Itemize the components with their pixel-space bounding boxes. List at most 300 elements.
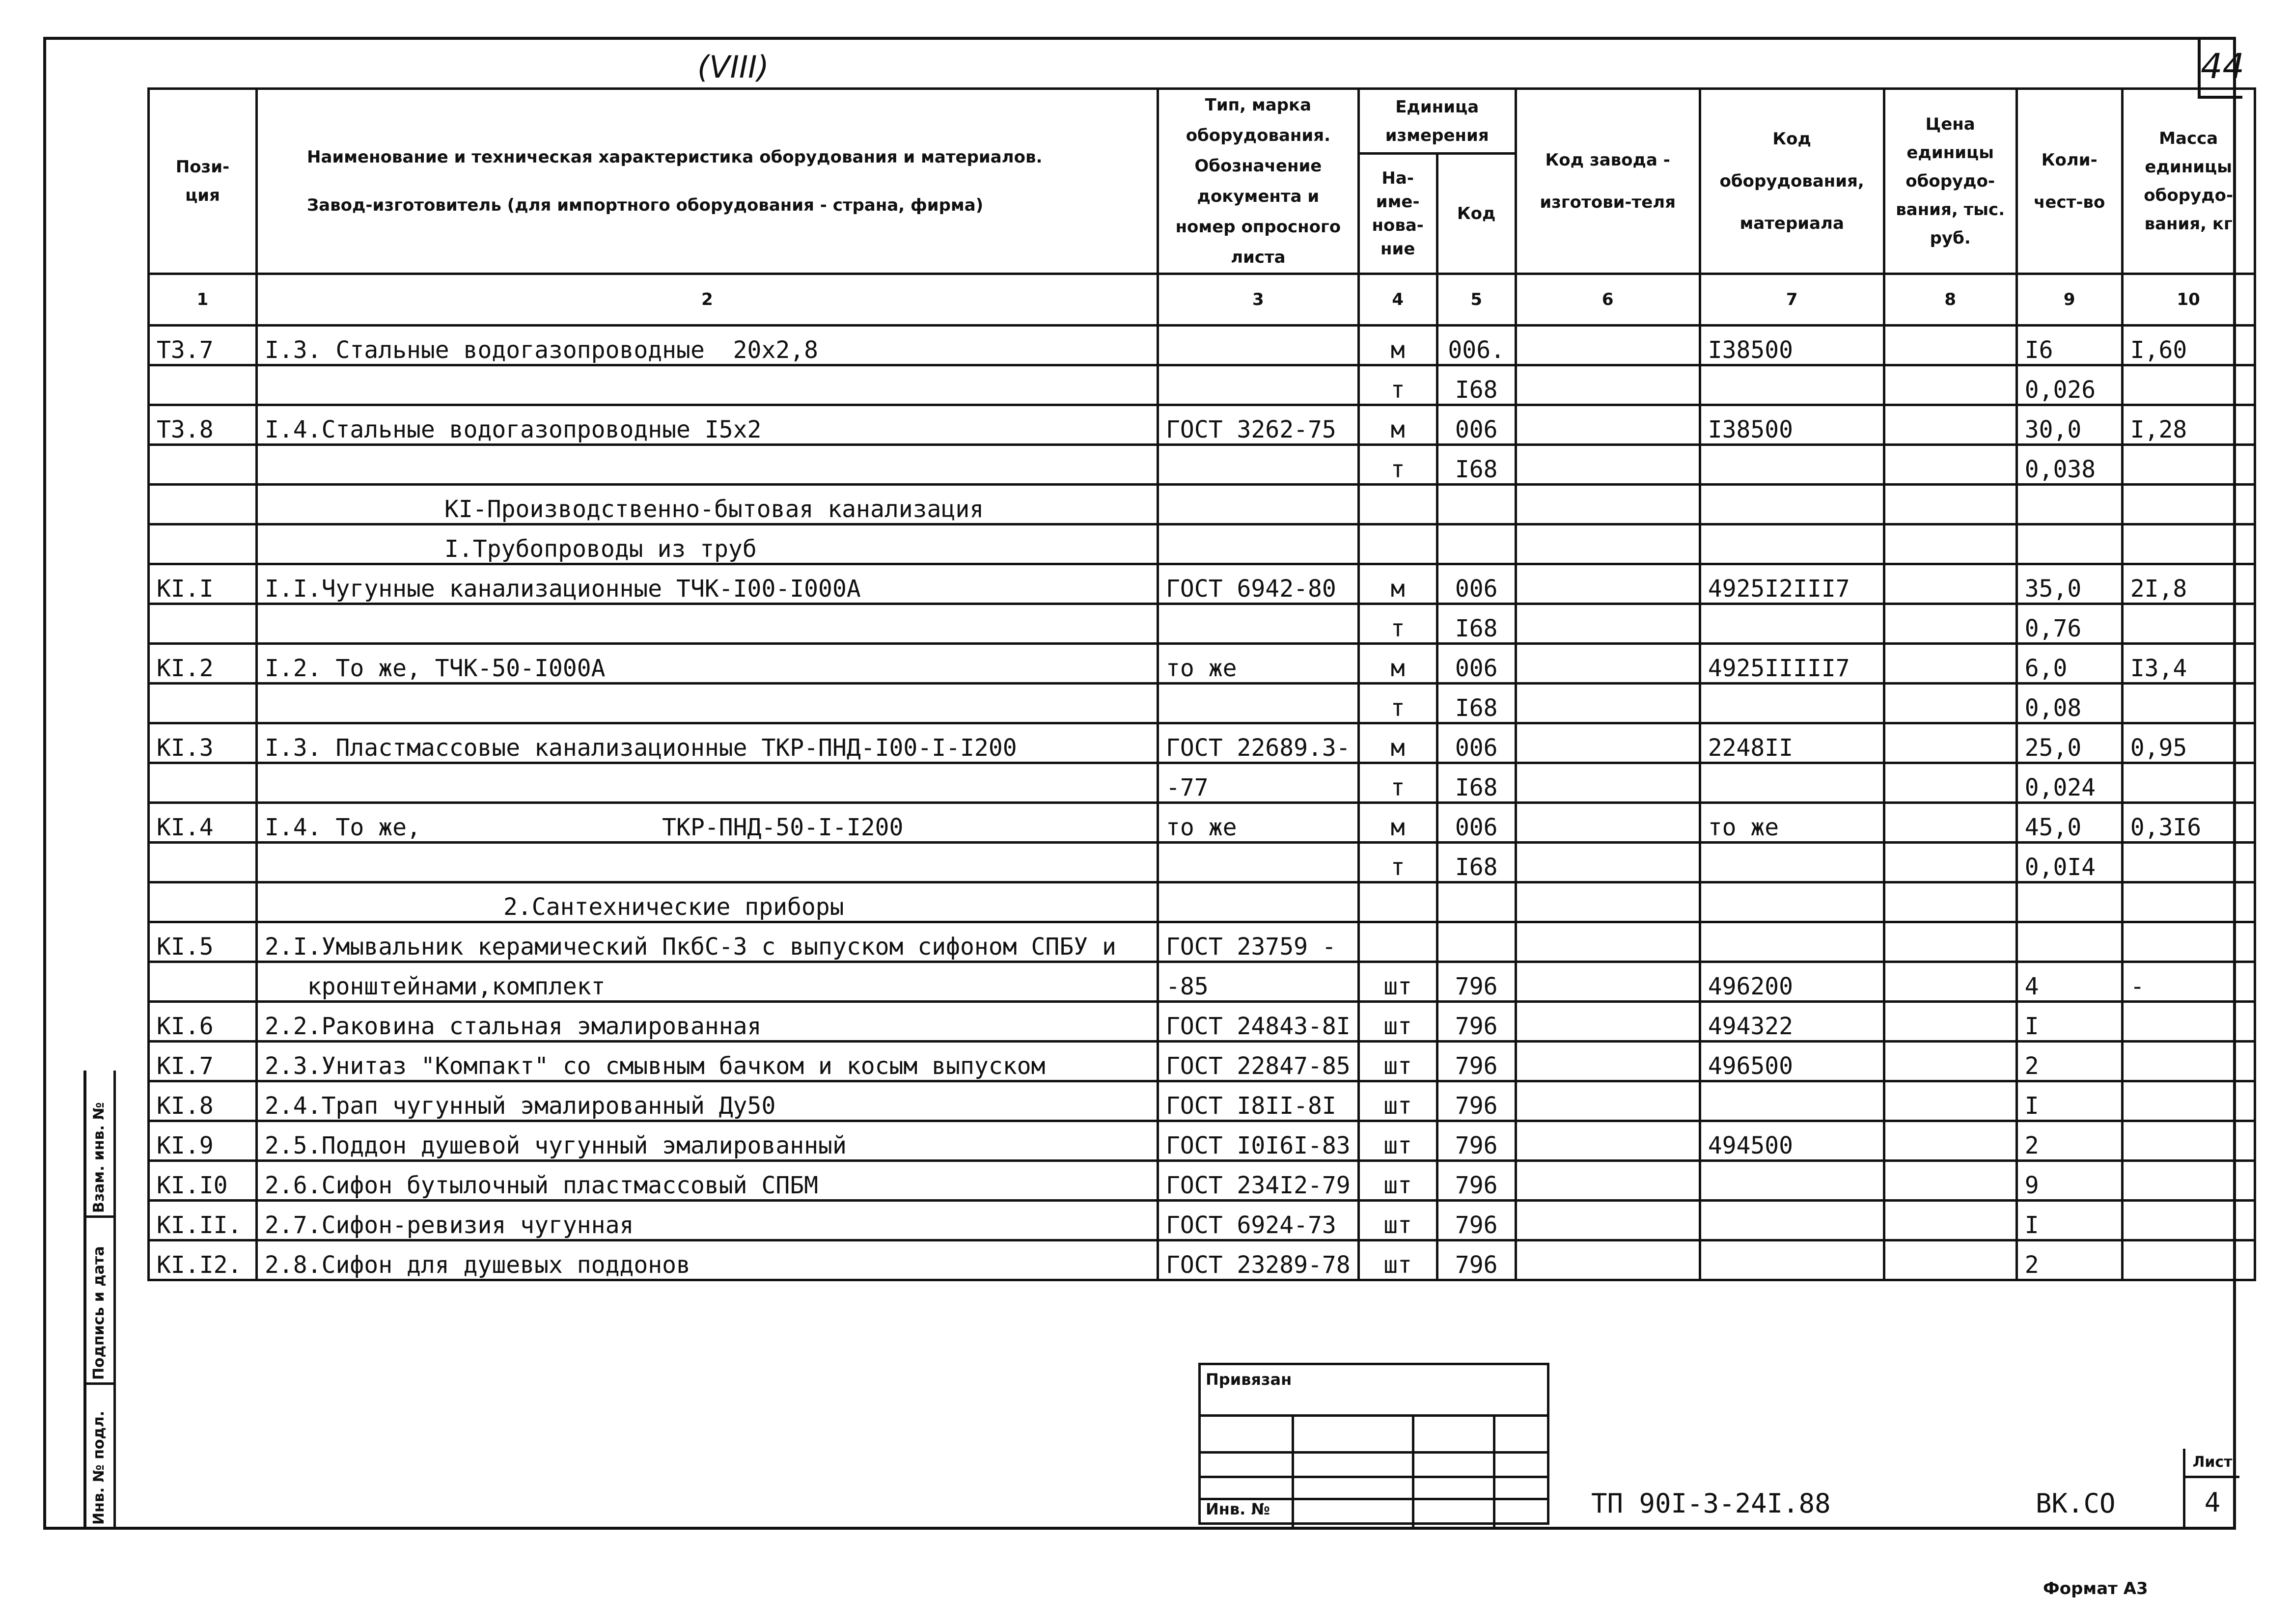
cell-unit: т xyxy=(1358,604,1437,644)
cell-unit: шт xyxy=(1358,962,1437,1002)
cell-price xyxy=(1884,604,2016,644)
table-row xyxy=(149,763,2255,803)
header-unit-name: На-име-нова-ние xyxy=(1358,154,1437,274)
cell-quantity: 2 xyxy=(2016,1240,2122,1280)
cell-factory-code xyxy=(1516,1240,1700,1280)
cell-mass xyxy=(2122,763,2255,803)
cell-name: 2.7.Сифон-ревизия чугунная xyxy=(257,1201,1158,1240)
cell-type xyxy=(1158,485,1359,524)
cell-position xyxy=(149,962,257,1002)
cell-equipment-code xyxy=(1700,1201,1884,1240)
cell-equipment-code: I38500 xyxy=(1700,405,1884,445)
cell-mass xyxy=(2122,1121,2255,1161)
table-row xyxy=(149,803,2255,843)
cell-mass xyxy=(2122,1201,2255,1240)
cell-position: KI.9 xyxy=(149,1121,257,1161)
cell-unit-code: I68 xyxy=(1437,763,1516,803)
cell-unit-code: 006 xyxy=(1437,405,1516,445)
side-label-signature-date: Подпись и дата xyxy=(90,1246,108,1380)
cell-unit: т xyxy=(1358,365,1437,405)
cell-factory-code xyxy=(1516,962,1700,1002)
cell-name: I.I.Чугунные канализационные ТЧК-I00-I000А xyxy=(257,564,1158,604)
cell-factory-code xyxy=(1516,723,1700,763)
cell-price xyxy=(1884,1240,2016,1280)
table-row xyxy=(149,1240,2255,1280)
table-row xyxy=(149,1201,2255,1240)
header-equipment-code: Код оборудования, материала xyxy=(1700,89,1884,274)
cell-equipment-code xyxy=(1700,524,1884,564)
cell-mass xyxy=(2122,1240,2255,1280)
cell-name: I.4.Стальные водогазопроводные I5х2 xyxy=(257,405,1158,445)
section-mark: (VIII) xyxy=(697,49,769,85)
cell-equipment-code xyxy=(1700,365,1884,405)
cell-quantity: 45,0 xyxy=(2016,803,2122,843)
cell-factory-code xyxy=(1516,763,1700,803)
cell-unit: м xyxy=(1358,564,1437,604)
cell-mass xyxy=(2122,882,2255,922)
col-number: 9 xyxy=(2016,274,2122,326)
cell-unit-code: 796 xyxy=(1437,1240,1516,1280)
cell-name: 2.3.Унитаз "Компакт" со смывным бачком и косым выпуском xyxy=(257,1042,1158,1081)
cell-unit-code: I68 xyxy=(1437,604,1516,644)
cell-equipment-code xyxy=(1700,882,1884,922)
cell-unit: шт xyxy=(1358,1002,1437,1042)
table-row xyxy=(149,644,2255,684)
cell-position xyxy=(149,843,257,882)
col-number: 6 xyxy=(1516,274,1700,326)
cell-unit-code: 006. xyxy=(1437,326,1516,365)
cell-position xyxy=(149,485,257,524)
cell-name: 2.4.Трап чугунный эмалированный Ду50 xyxy=(257,1081,1158,1121)
cell-position: KI.I xyxy=(149,564,257,604)
cell-equipment-code: 496200 xyxy=(1700,962,1884,1002)
cell-quantity xyxy=(2016,524,2122,564)
cell-factory-code xyxy=(1516,365,1700,405)
cell-factory-code xyxy=(1516,803,1700,843)
cell-type xyxy=(1158,843,1359,882)
cell-price xyxy=(1884,524,2016,564)
cell-unit xyxy=(1358,524,1437,564)
cell-type: ГОСТ 22689.3- xyxy=(1158,723,1359,763)
cell-quantity: 35,0 xyxy=(2016,564,2122,604)
cell-unit: шт xyxy=(1358,1121,1437,1161)
cell-price xyxy=(1884,564,2016,604)
cell-type xyxy=(1158,524,1359,564)
cell-price xyxy=(1884,922,2016,962)
cell-type: ГОСТ 24843-8I xyxy=(1158,1002,1359,1042)
cell-position xyxy=(149,882,257,922)
cell-unit-code xyxy=(1437,524,1516,564)
cell-name: I.3. Стальные водогазопроводные 20х2,8 xyxy=(257,326,1158,365)
cell-equipment-code: то же xyxy=(1700,803,1884,843)
cell-equipment-code xyxy=(1700,684,1884,723)
cell-price xyxy=(1884,485,2016,524)
cell-name: I.4. То же, ТКР-ПНД-50-I-I200 xyxy=(257,803,1158,843)
cell-mass: I3,4 xyxy=(2122,644,2255,684)
header-unit-group: Единица измерения xyxy=(1358,89,1516,154)
cell-factory-code xyxy=(1516,843,1700,882)
cell-price xyxy=(1884,405,2016,445)
stamp-bound-label: Привязан xyxy=(1206,1370,1292,1389)
col-number: 10 xyxy=(2122,274,2255,326)
cell-type: ГОСТ I8II-8I xyxy=(1158,1081,1359,1121)
cell-unit-code xyxy=(1437,922,1516,962)
cell-mass xyxy=(2122,684,2255,723)
cell-unit: шт xyxy=(1358,1042,1437,1081)
cell-mass: 0,95 xyxy=(2122,723,2255,763)
cell-quantity: 2 xyxy=(2016,1042,2122,1081)
header-mass: Масса единицы оборудо-вания, кг xyxy=(2122,89,2255,274)
cell-position xyxy=(149,524,257,564)
cell-factory-code xyxy=(1516,405,1700,445)
cell-type: то же xyxy=(1158,644,1359,684)
header-quantity: Коли-чест-во xyxy=(2016,89,2122,274)
table-row xyxy=(149,922,2255,962)
cell-position: KI.7 xyxy=(149,1042,257,1081)
cell-mass xyxy=(2122,1042,2255,1081)
cell-position: KI.I2. xyxy=(149,1240,257,1280)
header-position: Пози- ция xyxy=(149,89,257,274)
cell-quantity: 0,026 xyxy=(2016,365,2122,405)
cell-equipment-code xyxy=(1700,1240,1884,1280)
cell-factory-code xyxy=(1516,485,1700,524)
cell-factory-code xyxy=(1516,1121,1700,1161)
cell-type: -77 xyxy=(1158,763,1359,803)
cell-type xyxy=(1158,684,1359,723)
cell-price xyxy=(1884,684,2016,723)
cell-position: KI.4 xyxy=(149,803,257,843)
cell-factory-code xyxy=(1516,882,1700,922)
table-row xyxy=(149,962,2255,1002)
cell-mass: 2I,8 xyxy=(2122,564,2255,604)
col-number: 5 xyxy=(1437,274,1516,326)
side-cell-replace-inv xyxy=(86,1071,116,1218)
cell-quantity: 4 xyxy=(2016,962,2122,1002)
table-row xyxy=(149,684,2255,723)
cell-unit-code xyxy=(1437,485,1516,524)
cell-position xyxy=(149,365,257,405)
cell-unit: м xyxy=(1358,644,1437,684)
cell-unit-code: I68 xyxy=(1437,684,1516,723)
cell-quantity: I xyxy=(2016,1002,2122,1042)
cell-quantity xyxy=(2016,485,2122,524)
cell-mass: I,60 xyxy=(2122,326,2255,365)
cell-price xyxy=(1884,445,2016,485)
col-number: 4 xyxy=(1358,274,1437,326)
cell-factory-code xyxy=(1516,604,1700,644)
cell-equipment-code xyxy=(1700,485,1884,524)
cell-factory-code xyxy=(1516,1042,1700,1081)
side-stamp-column xyxy=(83,1071,150,1530)
cell-equipment-code xyxy=(1700,1161,1884,1201)
table-row xyxy=(149,1161,2255,1201)
cell-factory-code xyxy=(1516,1002,1700,1042)
cell-name: 2.8.Сифон для душевых поддонов xyxy=(257,1240,1158,1280)
cell-unit xyxy=(1358,485,1437,524)
cell-name xyxy=(257,843,1158,882)
cell-position: KI.6 xyxy=(149,1002,257,1042)
cell-unit-code: 796 xyxy=(1437,1042,1516,1081)
side-cell-original-inv xyxy=(86,1385,116,1530)
cell-unit-code: 796 xyxy=(1437,1002,1516,1042)
cell-unit xyxy=(1358,922,1437,962)
cell-type: ГОСТ 23289-78 xyxy=(1158,1240,1359,1280)
cell-quantity: 30,0 xyxy=(2016,405,2122,445)
cell-type: ГОСТ I0I6I-83 xyxy=(1158,1121,1359,1161)
cell-type: ГОСТ 6942-80 xyxy=(1158,564,1359,604)
cell-name xyxy=(257,445,1158,485)
cell-name xyxy=(257,763,1158,803)
cell-unit: шт xyxy=(1358,1201,1437,1240)
cell-quantity: 0,08 xyxy=(2016,684,2122,723)
cell-name: I.Трубопроводы из труб xyxy=(257,524,1158,564)
table-row xyxy=(149,1042,2255,1081)
cell-price xyxy=(1884,326,2016,365)
cell-factory-code xyxy=(1516,326,1700,365)
cell-name: KI-Производственно-бытовая канализация xyxy=(257,485,1158,524)
cell-price xyxy=(1884,763,2016,803)
cell-name: I.2. То же, ТЧК-50-I000А xyxy=(257,644,1158,684)
cell-factory-code xyxy=(1516,1201,1700,1240)
header-name: Наименование и техническая характеристика оборудования и материалов. Завод-изготовитель (для импортного оборудования - страна, фирма) xyxy=(257,89,1158,274)
binding-stamp xyxy=(1198,1363,1549,1525)
cell-unit xyxy=(1358,882,1437,922)
cell-quantity xyxy=(2016,922,2122,962)
cell-quantity: I xyxy=(2016,1081,2122,1121)
col-number: 7 xyxy=(1700,274,1884,326)
sheet-box xyxy=(2183,1449,2239,1530)
cell-type: то же xyxy=(1158,803,1359,843)
cell-quantity: I xyxy=(2016,1201,2122,1240)
header-factory-code: Код завода - изготови-теля xyxy=(1516,89,1700,274)
sheet-label: Лист xyxy=(2185,1449,2239,1478)
col-number: 8 xyxy=(1884,274,2016,326)
cell-name: 2.I.Умывальник керамический ПкбС-3 с выпуском сифоном СПБУ и xyxy=(257,922,1158,962)
cell-price xyxy=(1884,1081,2016,1121)
cell-mass xyxy=(2122,843,2255,882)
cell-equipment-code xyxy=(1700,1081,1884,1121)
cell-type xyxy=(1158,326,1359,365)
table-row xyxy=(149,405,2255,445)
cell-price xyxy=(1884,962,2016,1002)
cell-unit: шт xyxy=(1358,1161,1437,1201)
cell-unit-code xyxy=(1437,882,1516,922)
cell-mass xyxy=(2122,604,2255,644)
table-row xyxy=(149,365,2255,405)
cell-unit-code: 796 xyxy=(1437,1201,1516,1240)
cell-factory-code xyxy=(1516,1081,1700,1121)
table-row xyxy=(149,843,2255,882)
cell-name: 2.2.Раковина стальная эмалированная xyxy=(257,1002,1158,1042)
cell-unit: т xyxy=(1358,763,1437,803)
cell-factory-code xyxy=(1516,684,1700,723)
cell-position: Т3.8 xyxy=(149,405,257,445)
col-number: 3 xyxy=(1158,274,1359,326)
cell-price xyxy=(1884,723,2016,763)
cell-factory-code xyxy=(1516,1161,1700,1201)
cell-unit-code: I68 xyxy=(1437,843,1516,882)
cell-factory-code xyxy=(1516,445,1700,485)
section-heading-row xyxy=(149,882,2255,922)
stamp-divider xyxy=(1292,1414,1294,1527)
cell-mass xyxy=(2122,1081,2255,1121)
cell-position: KI.5 xyxy=(149,922,257,962)
cell-unit-code: 006 xyxy=(1437,564,1516,604)
cell-mass xyxy=(2122,485,2255,524)
cell-position: KI.II. xyxy=(149,1201,257,1240)
cell-price xyxy=(1884,365,2016,405)
cell-type: ГОСТ 234I2-79 xyxy=(1158,1161,1359,1201)
sheet-number: 4 xyxy=(2204,1487,2221,1518)
section-heading-row xyxy=(149,524,2255,564)
cell-unit-code: 006 xyxy=(1437,644,1516,684)
cell-position: KI.I0 xyxy=(149,1161,257,1201)
table-row xyxy=(149,564,2255,604)
cell-name: 2.5.Поддон душевой чугунный эмалированный xyxy=(257,1121,1158,1161)
cell-equipment-code: 4925I2III7 xyxy=(1700,564,1884,604)
cell-quantity: 6,0 xyxy=(2016,644,2122,684)
cell-quantity xyxy=(2016,882,2122,922)
cell-unit-code: I68 xyxy=(1437,365,1516,405)
table-row xyxy=(149,1121,2255,1161)
stamp-divider xyxy=(1412,1414,1414,1527)
cell-mass xyxy=(2122,524,2255,564)
cell-name: 2.Сантехнические приборы xyxy=(257,882,1158,922)
cell-equipment-code xyxy=(1700,843,1884,882)
format-label: Формат А3 xyxy=(2043,1579,2148,1598)
cell-unit: м xyxy=(1358,326,1437,365)
cell-equipment-code xyxy=(1700,604,1884,644)
section-code: ВК.СО xyxy=(2036,1488,2116,1519)
cell-unit-code: 006 xyxy=(1437,803,1516,843)
stamp-divider xyxy=(1493,1414,1495,1527)
cell-unit: шт xyxy=(1358,1240,1437,1280)
cell-name xyxy=(257,604,1158,644)
cell-equipment-code: 494322 xyxy=(1700,1002,1884,1042)
table-row xyxy=(149,445,2255,485)
cell-unit: м xyxy=(1358,803,1437,843)
cell-mass: - xyxy=(2122,962,2255,1002)
cell-type xyxy=(1158,365,1359,405)
cell-mass xyxy=(2122,365,2255,405)
cell-name: 2.6.Сифон бутылочный пластмассовый СПБМ xyxy=(257,1161,1158,1201)
cell-price xyxy=(1884,803,2016,843)
cell-unit-code: 796 xyxy=(1437,1121,1516,1161)
cell-equipment-code: I38500 xyxy=(1700,326,1884,365)
cell-price xyxy=(1884,882,2016,922)
document-code: ТП 90I-3-24I.88 xyxy=(1591,1488,1831,1519)
cell-price xyxy=(1884,1042,2016,1081)
cell-type: -85 xyxy=(1158,962,1359,1002)
header-type: Тип, марка оборудования. Обозначение документа и номер опросного листа xyxy=(1158,89,1359,274)
cell-equipment-code: 496500 xyxy=(1700,1042,1884,1081)
cell-factory-code xyxy=(1516,644,1700,684)
cell-unit-code: 796 xyxy=(1437,1161,1516,1201)
table-row xyxy=(149,1081,2255,1121)
cell-unit: т xyxy=(1358,445,1437,485)
cell-price xyxy=(1884,1002,2016,1042)
cell-quantity: I6 xyxy=(2016,326,2122,365)
side-label-replace-inv: Взам. инв. № xyxy=(90,1102,108,1213)
col-number: 1 xyxy=(149,274,257,326)
cell-type: ГОСТ 3262-75 xyxy=(1158,405,1359,445)
cell-mass: 0,3I6 xyxy=(2122,803,2255,843)
cell-equipment-code xyxy=(1700,922,1884,962)
col-number: 2 xyxy=(257,274,1158,326)
cell-equipment-code xyxy=(1700,763,1884,803)
cell-price xyxy=(1884,644,2016,684)
cell-quantity: 0,038 xyxy=(2016,445,2122,485)
header-unit-code: Код xyxy=(1437,154,1516,274)
cell-name: I.3. Пластмассовые канализационные ТКР-ПНД-I00-I-I200 xyxy=(257,723,1158,763)
cell-mass xyxy=(2122,445,2255,485)
table-row xyxy=(149,604,2255,644)
cell-unit-code: I68 xyxy=(1437,445,1516,485)
cell-position xyxy=(149,684,257,723)
cell-position xyxy=(149,445,257,485)
cell-equipment-code: 2248II xyxy=(1700,723,1884,763)
cell-mass xyxy=(2122,1161,2255,1201)
table-row xyxy=(149,1002,2255,1042)
cell-unit: т xyxy=(1358,684,1437,723)
cell-unit: т xyxy=(1358,843,1437,882)
cell-factory-code xyxy=(1516,922,1700,962)
cell-price xyxy=(1884,1121,2016,1161)
cell-quantity: 0,024 xyxy=(2016,763,2122,803)
cell-quantity: 25,0 xyxy=(2016,723,2122,763)
cell-unit: м xyxy=(1358,405,1437,445)
cell-quantity: 0,0I4 xyxy=(2016,843,2122,882)
cell-factory-code xyxy=(1516,524,1700,564)
column-numbers-row xyxy=(149,274,2255,326)
cell-position: KI.2 xyxy=(149,644,257,684)
cell-factory-code xyxy=(1516,564,1700,604)
page-corner-number: 44 xyxy=(2198,37,2242,99)
cell-position: KI.3 xyxy=(149,723,257,763)
table-row xyxy=(149,326,2255,365)
stamp-inventory-label: Инв. № xyxy=(1206,1500,1270,1518)
cell-mass: I,28 xyxy=(2122,405,2255,445)
cell-unit: шт xyxy=(1358,1081,1437,1121)
cell-equipment-code xyxy=(1700,445,1884,485)
cell-quantity: 0,76 xyxy=(2016,604,2122,644)
cell-position xyxy=(149,604,257,644)
side-cell-signature-date xyxy=(86,1218,116,1385)
cell-unit-code: 796 xyxy=(1437,1081,1516,1121)
cell-equipment-code: 4925IIIII7 xyxy=(1700,644,1884,684)
specification-table xyxy=(147,87,2256,1281)
cell-position: Т3.7 xyxy=(149,326,257,365)
table-row xyxy=(149,723,2255,763)
cell-price xyxy=(1884,843,2016,882)
cell-price xyxy=(1884,1161,2016,1201)
cell-mass xyxy=(2122,922,2255,962)
header-price: Цена единицы оборудо-вания, тыс. руб. xyxy=(1884,89,2016,274)
cell-quantity: 9 xyxy=(2016,1161,2122,1201)
cell-unit: м xyxy=(1358,723,1437,763)
cell-position xyxy=(149,763,257,803)
cell-quantity: 2 xyxy=(2016,1121,2122,1161)
cell-type: ГОСТ 6924-73 xyxy=(1158,1201,1359,1240)
cell-type xyxy=(1158,445,1359,485)
section-heading-row xyxy=(149,485,2255,524)
cell-name: кронштейнами,комплект xyxy=(257,962,1158,1002)
cell-position: KI.8 xyxy=(149,1081,257,1121)
cell-type: ГОСТ 23759 - xyxy=(1158,922,1359,962)
cell-name xyxy=(257,684,1158,723)
cell-equipment-code: 494500 xyxy=(1700,1121,1884,1161)
cell-type xyxy=(1158,882,1359,922)
